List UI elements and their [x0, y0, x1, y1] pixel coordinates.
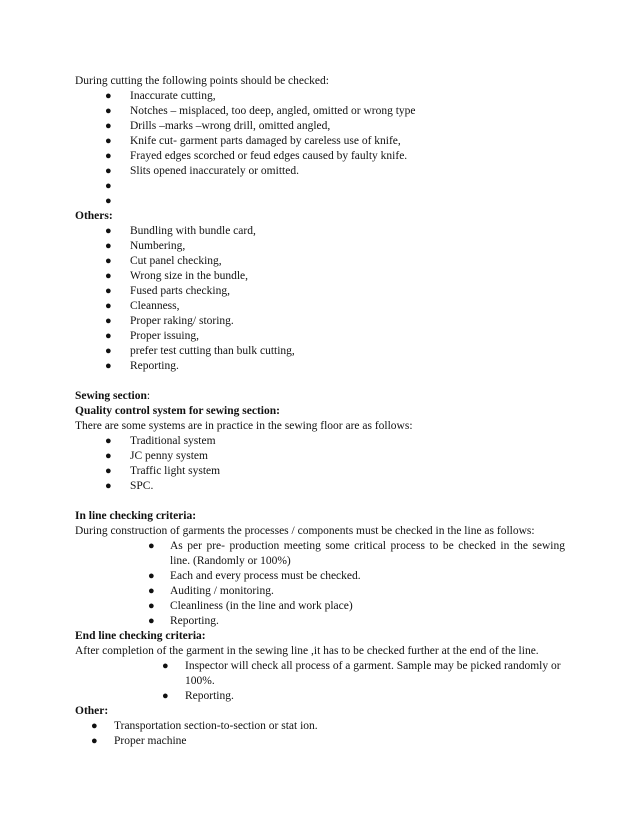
bullet-icon: ● — [148, 570, 155, 582]
sewing-heading-line: Sewing section: — [75, 390, 151, 402]
list-item: ● Proper raking/ storing. — [105, 315, 234, 327]
endline-list — [75, 659, 565, 704]
inline-intro: During construction of garments the processes / components must be checked in the line as follows: — [75, 525, 535, 537]
list-item: ● Transportation section-to-section or stat ion. — [91, 720, 318, 732]
other-list — [75, 719, 565, 749]
bullet-icon: ● — [105, 195, 112, 207]
list-item: ● Cut panel checking, — [105, 255, 222, 267]
inline-list — [75, 539, 565, 629]
bullet-icon: ● — [105, 360, 112, 372]
sewing-heading: Sewing section — [75, 390, 147, 402]
endline-intro: After completion of the garment in the sewing line ,it has to be checked further at the end of the line. — [75, 645, 539, 657]
list-item: ● Traffic light system — [105, 465, 221, 477]
bullet-icon: ● — [148, 600, 155, 612]
bullet-icon: ● — [105, 120, 112, 132]
list-item: ● Notches – misplaced, too deep, angled, omitted or wrong type — [105, 105, 416, 117]
list-item: ● Fused parts checking, — [105, 285, 230, 297]
list-item: ● Inaccurate cutting, — [105, 90, 216, 102]
document-page — [75, 74, 565, 749]
list-item: ● Frayed edges scorched or feud edges caused by faulty knife. — [105, 150, 408, 162]
sewing-intro: There are some systems are in practice in the sewing floor are as follows: — [75, 420, 413, 432]
list-item: ● Bundling with bundle card, — [105, 225, 256, 237]
qc-sewing-heading: Quality control system for sewing section: — [75, 405, 280, 417]
bullet-icon: ● — [105, 270, 112, 282]
other-heading: Other: — [75, 705, 109, 717]
bullet-icon: ● — [105, 435, 112, 447]
bullet-icon: ● — [105, 300, 112, 312]
bullet-icon: ● — [105, 225, 112, 237]
bullet-icon: ● — [105, 285, 112, 297]
bullet-icon: ● — [105, 240, 112, 252]
bullet-icon: ● — [105, 465, 112, 477]
others-list — [75, 224, 565, 374]
list-item: ● Drills –marks –wrong drill, omitted angled, — [105, 120, 331, 132]
list-item: ● Proper machine — [91, 735, 187, 747]
list-item: ● Inspector will check all process of a garment. Sample may be picked randomly or 100%. — [162, 660, 561, 687]
list-item: ● Slits opened inaccurately or omitted. — [105, 165, 299, 177]
bullet-icon: ● — [105, 345, 112, 357]
bullet-icon: ● — [105, 180, 112, 192]
list-item-empty — [75, 194, 565, 209]
bullet-icon: ● — [162, 690, 169, 702]
list-item: ● Auditing / monitoring. — [148, 585, 274, 597]
list-item: ● Numbering, — [105, 240, 186, 252]
bullet-icon: ● — [105, 105, 112, 117]
bullet-icon: ● — [105, 480, 112, 492]
list-item: ● prefer test cutting than bulk cutting, — [105, 345, 295, 357]
bullet-icon: ● — [105, 165, 112, 177]
list-item: ● Knife cut- garment parts damaged by careless use of knife, — [105, 135, 401, 147]
others-heading: Others: — [75, 210, 113, 222]
list-item: ● Cleanness, — [105, 300, 180, 312]
bullet-icon: ● — [105, 150, 112, 162]
bullet-icon: ● — [148, 585, 155, 597]
bullet-icon: ● — [105, 90, 112, 102]
list-item: ● As per pre- production meeting some critical process to be checked in the sewing line. (Randomly or 100%) — [148, 540, 565, 567]
list-item: ● Cleanliness (in the line and work place) — [148, 600, 353, 612]
list-item-empty — [75, 179, 565, 194]
bullet-icon: ● — [105, 255, 112, 267]
bullet-icon: ● — [105, 135, 112, 147]
inline-heading: In line checking criteria: — [75, 510, 197, 522]
cutting-list — [75, 89, 565, 209]
endline-heading: End line checking criteria: — [75, 630, 206, 642]
list-item: ● Proper issuing, — [105, 330, 199, 342]
bullet-icon: ● — [105, 330, 112, 342]
cutting-intro: During cutting the following points should be checked: — [75, 75, 329, 87]
list-item: ● Wrong size in the bundle, — [105, 270, 249, 282]
bullet-icon: ● — [162, 660, 169, 672]
bullet-icon: ● — [91, 735, 98, 747]
list-item: ● Reporting. — [105, 360, 179, 372]
sewing-systems-list — [75, 434, 565, 494]
list-item: ● Reporting. — [148, 615, 219, 627]
list-item: ● Reporting. — [162, 690, 234, 702]
bullet-icon: ● — [148, 615, 155, 627]
list-item: ● SPC. — [105, 480, 154, 492]
bullet-icon: ● — [105, 315, 112, 327]
bullet-icon: ● — [91, 720, 98, 732]
list-item: ● Each and every process must be checked. — [148, 570, 361, 582]
list-item: ● Traditional system — [105, 435, 216, 447]
bullet-icon: ● — [148, 540, 155, 552]
bullet-icon: ● — [105, 450, 112, 462]
list-item: ● JC penny system — [105, 450, 208, 462]
